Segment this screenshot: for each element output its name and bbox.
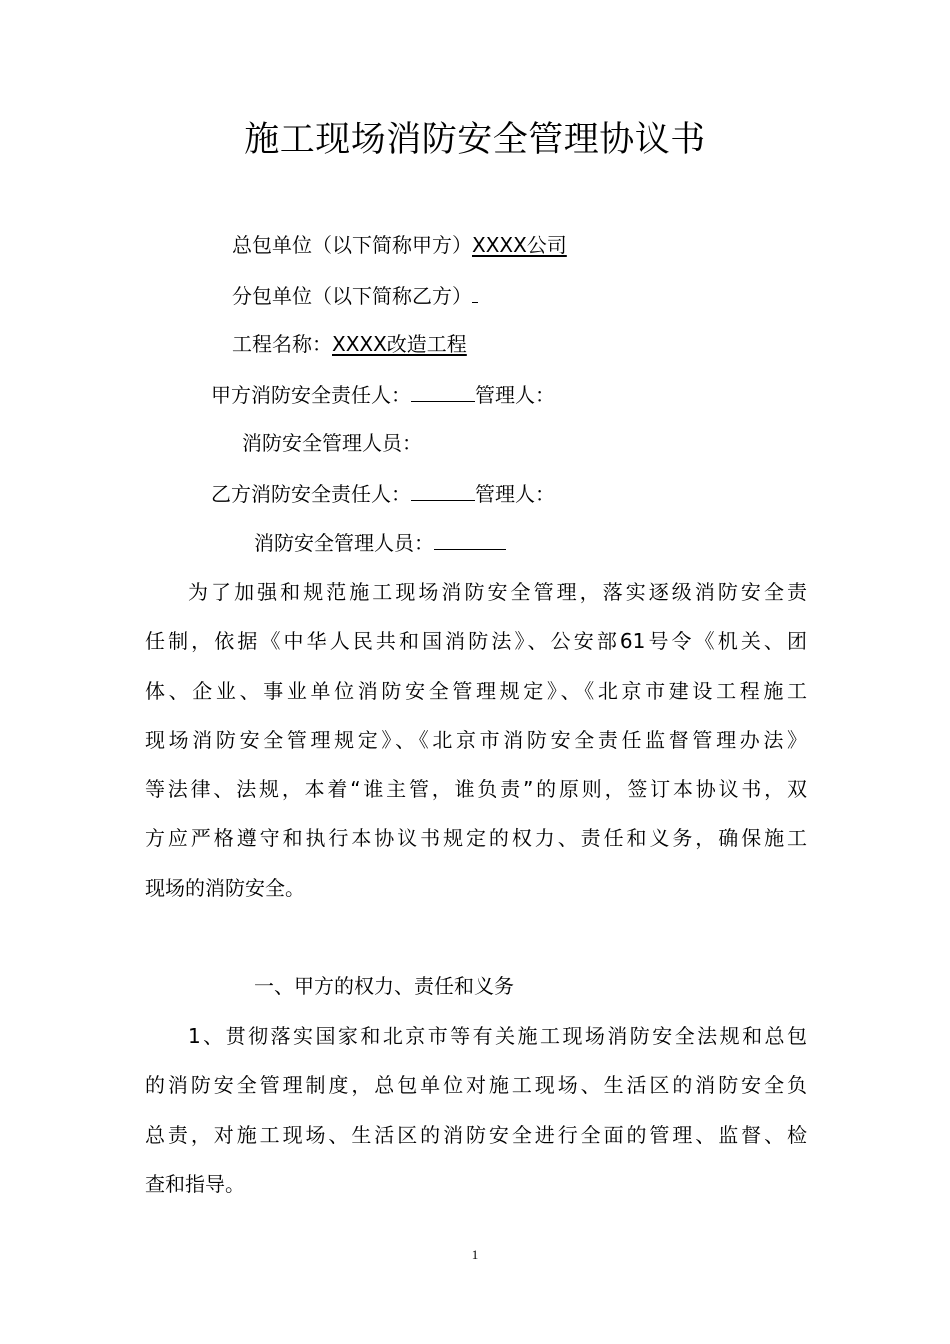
intro-line: 方应严格遵守和执行本协议书规定的权力、责任和义务，确保施工 bbox=[145, 826, 807, 851]
party-b-blank bbox=[472, 280, 478, 303]
a-responsible-blank bbox=[411, 379, 475, 402]
intro-paragraph bbox=[145, 568, 807, 913]
page-number: 1 bbox=[471, 1247, 479, 1262]
project-label: 工程名称： bbox=[232, 332, 332, 356]
a-manager-label: 管理人： bbox=[475, 383, 555, 407]
b-staff-label: 消防安全管理人员： bbox=[254, 531, 434, 555]
intro-line: 为了加强和规范施工现场消防安全管理，落实逐级消防安全责 bbox=[188, 580, 807, 604]
item-1-line: 总责，对施工现场、生活区的消防安全进行全面的管理、监督、检 bbox=[145, 1122, 807, 1147]
party-a-value: XXXX公司 bbox=[472, 233, 567, 257]
party-a-line bbox=[232, 230, 567, 260]
a-staff-line bbox=[242, 428, 422, 458]
b-responsible-blank bbox=[411, 478, 475, 501]
project-value: XXXX改造工程 bbox=[332, 332, 467, 356]
intro-line: 体、企业、事业单位消防安全管理规定》、《北京市建设工程施工 bbox=[145, 678, 807, 703]
intro-line: 任制，依据《中华人民共和国消防法》、公安部61号令《机关、团 bbox=[145, 629, 807, 654]
item-1-line: 查和指导。 bbox=[145, 1171, 245, 1196]
page-title: 施工现场消防安全管理协议书 bbox=[244, 120, 706, 160]
item-1-line: 1、贯彻落实国家和北京市等有关施工现场消防安全法规和总包 bbox=[188, 1024, 807, 1048]
intro-line: 现场的消防安全。 bbox=[145, 875, 305, 900]
intro-line: 现场消防安全管理规定》、《北京市消防安全责任监督管理办法》 bbox=[145, 727, 807, 752]
a-responsible-line bbox=[211, 379, 555, 410]
project-line bbox=[232, 329, 467, 359]
section-heading: 一、甲方的权力、责任和义务 bbox=[254, 974, 514, 998]
party-b-line bbox=[232, 280, 478, 311]
item-1-paragraph bbox=[145, 1012, 807, 1209]
b-staff-blank bbox=[434, 527, 506, 550]
b-staff-line bbox=[254, 527, 506, 558]
b-manager-label: 管理人： bbox=[475, 482, 555, 506]
b-responsible-label: 乙方消防安全责任人： bbox=[211, 482, 411, 506]
intro-line: 等法律、法规，本着“谁主管，谁负责”的原则，签订本协议书，双 bbox=[145, 777, 807, 802]
b-responsible-line bbox=[211, 478, 555, 509]
party-b-label: 分包单位（以下简称乙方） bbox=[232, 284, 472, 308]
a-staff-label: 消防安全管理人员： bbox=[242, 431, 422, 455]
a-responsible-label: 甲方消防安全责任人： bbox=[211, 383, 411, 407]
item-1-line: 的消防安全管理制度，总包单位对施工现场、生活区的消防安全负 bbox=[145, 1073, 807, 1098]
party-a-label: 总包单位（以下简称甲方） bbox=[232, 233, 472, 257]
